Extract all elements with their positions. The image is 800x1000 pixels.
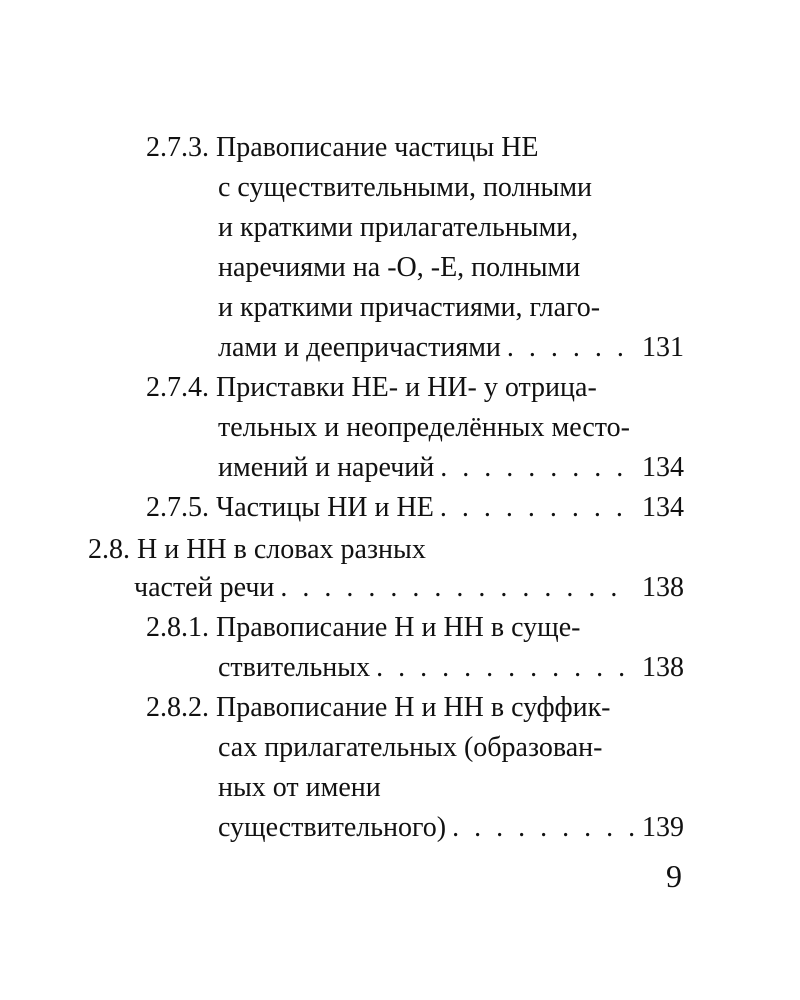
toc-page-number: 138 [642,572,684,603]
dot-leader [440,448,634,488]
toc-entry-text: лами и деепричастиями [218,332,501,363]
toc-entry-number: 2.8. [88,534,130,565]
dot-leader [376,648,634,688]
toc-entry-2-7-5 [146,488,684,528]
toc-entry-text: существительного) [218,812,447,843]
toc-entry-text: Н и НН в словах разных [137,534,426,565]
dot-leader [280,568,634,608]
toc-entry-2-8-1-line-1 [146,608,580,648]
toc-entry-text: Правописание Н и НН в суффик- [216,692,611,723]
toc-entry-text: Приставки НЕ- и НИ- у отрица- [216,372,597,403]
toc-entry-2-8-2-final-line [218,808,684,848]
toc-page-number: 138 [642,652,684,683]
toc-entry-2-8-1-final-line [218,648,684,688]
toc-entry-number: 2.8.1. [146,612,209,643]
toc-entry-2-8-2-line-3: ных от имени [218,772,381,803]
toc-entry-2-8-2-line-2: сах прилагательных (образован- [218,732,603,763]
toc-entry-number: 2.7.3. [146,132,209,163]
toc-entry-number: 2.7.5. [146,492,209,523]
toc-entry-2-7-3-line-5: и краткими причастиями, глаго- [218,292,601,323]
toc-entry-2-7-3-line-4: наречиями на -О, -Е, полными [218,252,581,283]
toc-entry-text: частей речи [134,572,275,603]
toc-entry-2-7-3-line-3: и краткими прилагательными, [218,212,579,243]
toc-page-number: 131 [642,332,684,363]
dot-leader [507,328,634,368]
dot-leader [452,808,634,848]
toc-page-number: 134 [642,452,684,483]
toc-entry-2-8-line-1 [88,530,426,570]
toc-entry-2-7-3-line-1 [146,128,539,168]
toc-entry-text: имений и наречий [218,452,435,483]
toc-entry-2-7-4-line-2: тельных и неопределённых место- [218,412,630,443]
toc-entry-number: 2.8.2. [146,692,209,723]
toc-entry-2-7-3-line-2: с существительными, полными [218,172,593,203]
toc-entry-text: Правописание частицы НЕ [216,132,539,163]
page-number: 9 [666,858,682,894]
toc-entry-text: Частицы НИ и НЕ [216,492,434,523]
toc-page-number: 139 [642,812,684,843]
toc-entry-number: 2.7.4. [146,372,209,403]
toc-entry-2-7-3-final-line [218,328,684,368]
toc-entry-2-8-2-line-1 [146,688,611,728]
toc-entry-2-7-4-line-1 [146,368,597,408]
toc-entry-text: ствительных [218,652,371,683]
toc-entry-text: Правописание Н и НН в суще- [216,612,581,643]
toc-entry-2-7-4-final-line [218,448,684,488]
dot-leader [440,488,634,528]
toc-entry-2-8-final-line [134,568,684,608]
toc-page-number: 134 [642,492,684,523]
